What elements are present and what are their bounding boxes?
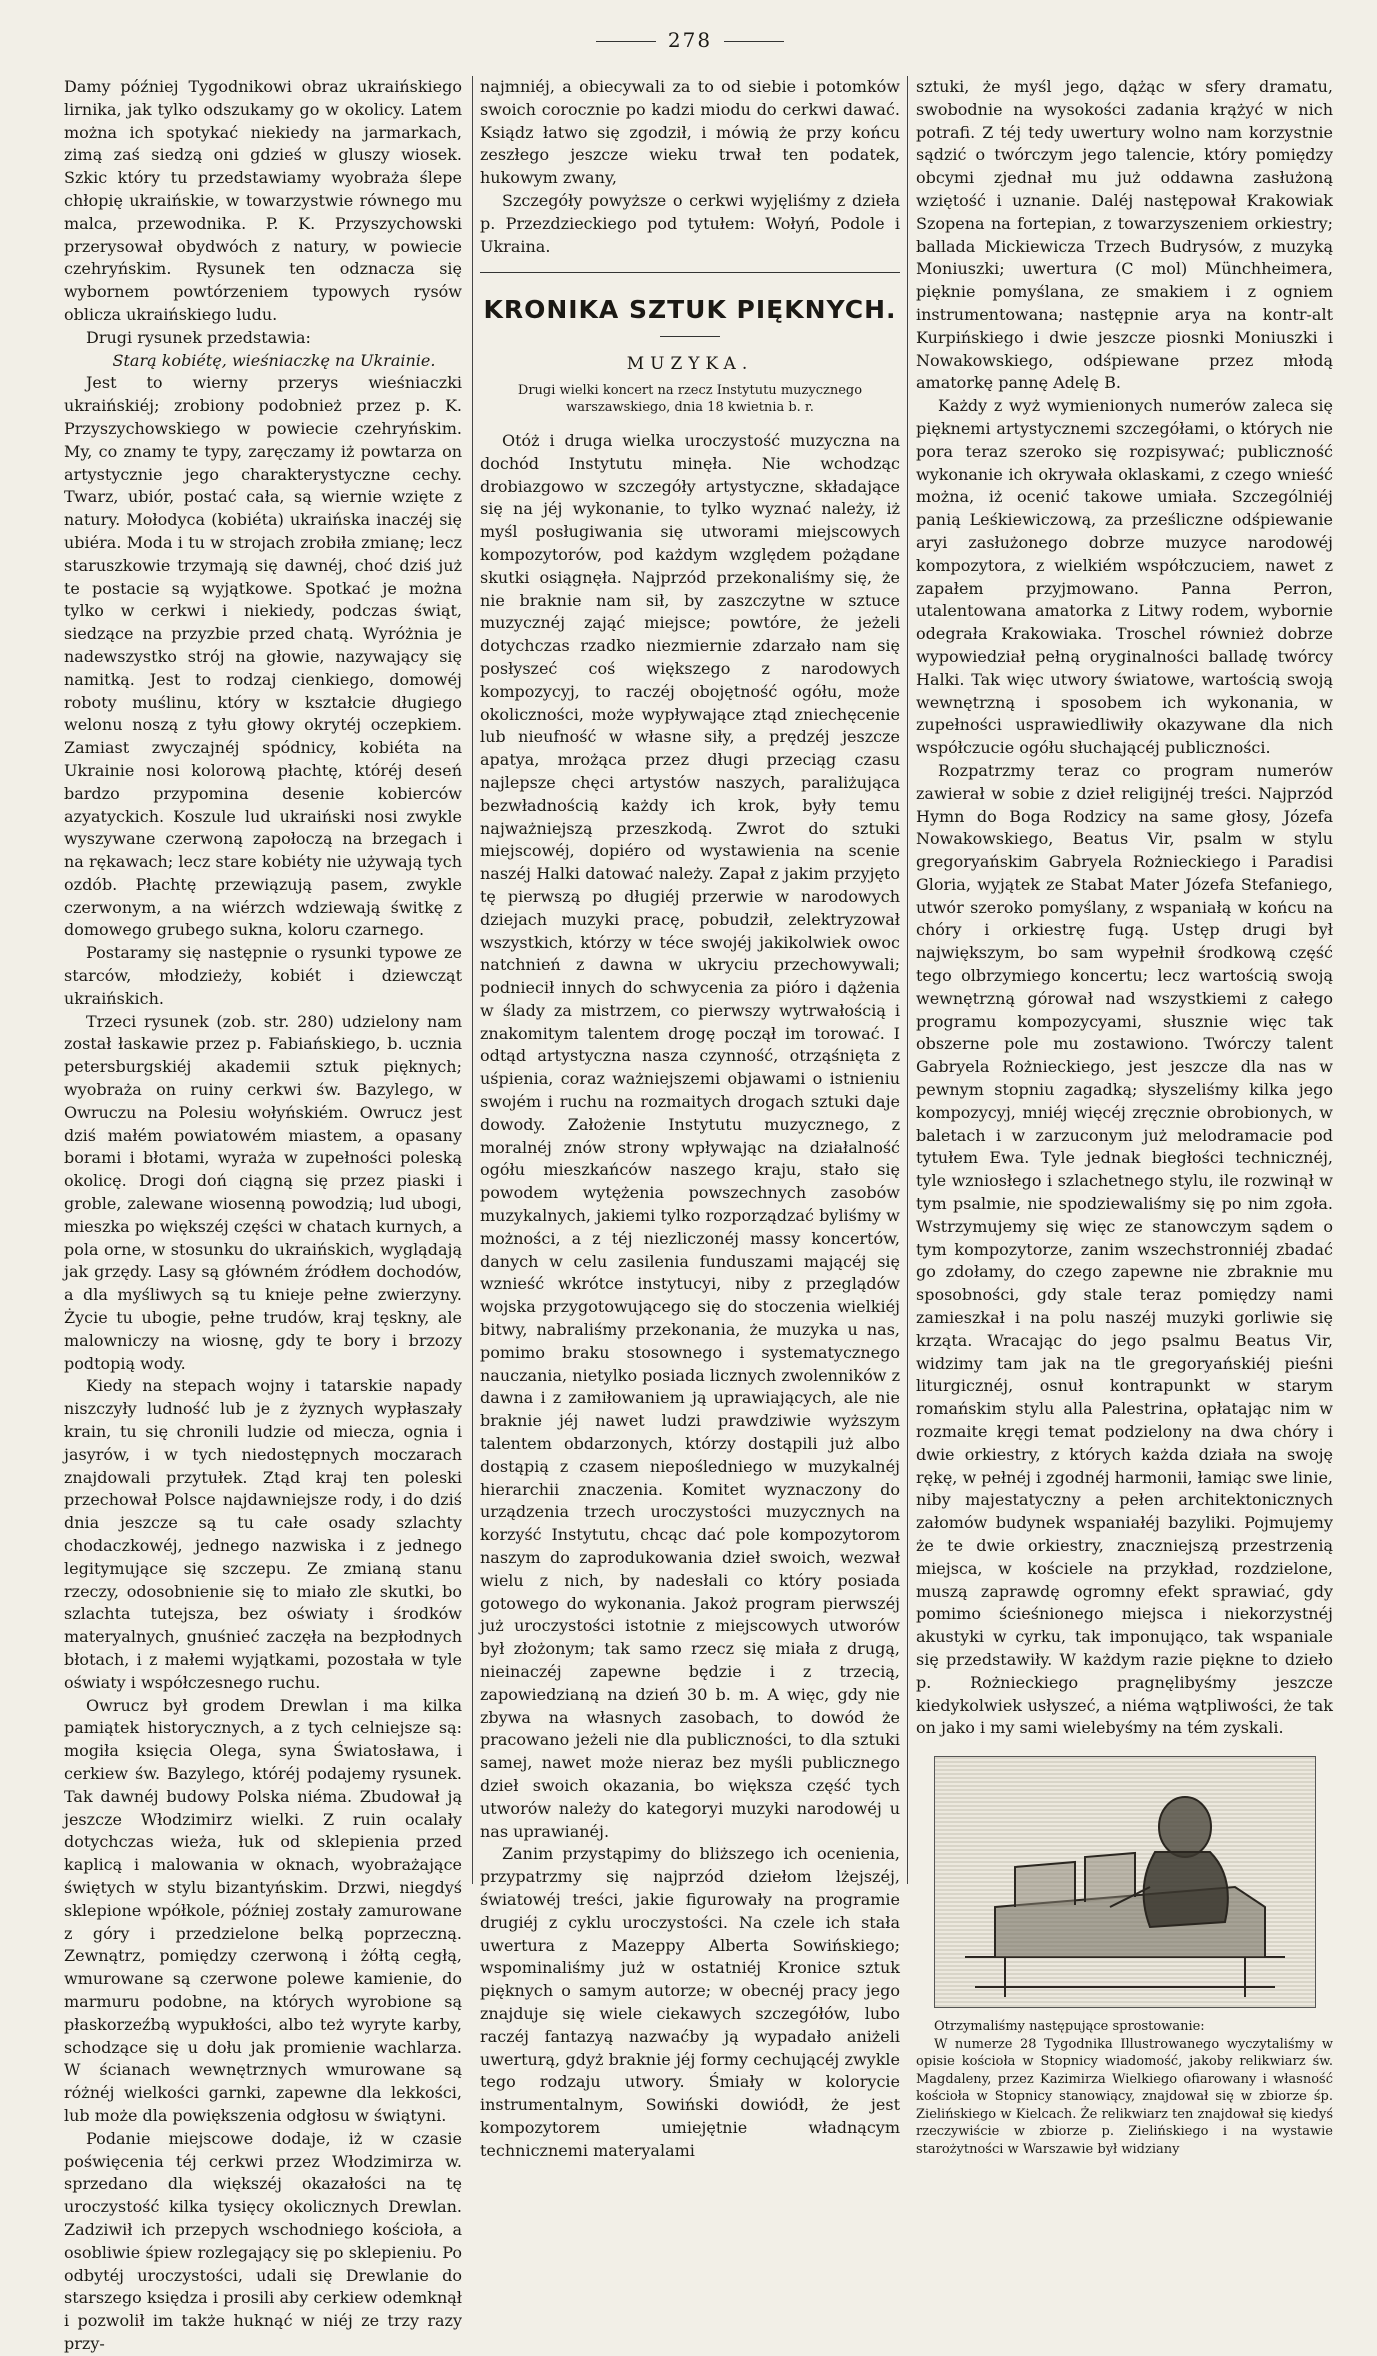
paragraph: Damy później Tygodnikowi obraz ukraińskiego lirnika, jak tylko odszukamy go w okolicy. Latem można ich spotykać niekiedy na jarmarkach, zimą zaś siedzą oni gdzieś w gluszy wiosek. Szkic który tu przedstawiamy wyobraża ślepe chłopię ukraińskie, w towarzystwie równego mu malca, przewodnika. P. K. Przyszychowski przerysował obydwóch z natury, w powiecie czehryńskim. Rysunek ten odznacza się wybornem powtórzeniem typowych rysów oblicza ukraińskiego ludu. xyxy=(64,77,462,324)
paragraph: Postaramy się następnie o rysunki typowe ze starców, młodzieży, kobiét i dziewcząt ukraińskich. xyxy=(64,943,462,1008)
paragraph: W numerze 28 Tygodnika Illustrowanego wyczytaliśmy w opisie kościoła w Stopnicy wiadomość, jakoby relikwiarz św. Magdaleny, przez Kazimirza Wielkiego ofiarowany i własność kościoła w Stopnicy stanowiący, znajdował się w zbiorze śp. Zielińskiego w Kielcach. Że relikwiarz ten znajdował się kiedyś rzeczywiście w zbiorze p. Zielińskiego i na wystawie starożytności w Warszawie był widziany xyxy=(916,2036,1333,2157)
column-rule xyxy=(472,76,473,1884)
paragraph: najmniéj, a obiecywali za to od siebie i potomków swoich corocznie po kadzi miodu do cerkwi dawać. Ksiądz łatwo się zgodził, i mówią że przy końcu zeszłego jeszcze wieku trwał ten podatek, hukowym zwany, xyxy=(480,77,900,188)
paragraph: Szczegóły powyższe o cerkwi wyjęliśmy z dzieła p. Przezdzieckiego pod tytułem: Wołyń, Podole i Ukraina. xyxy=(480,190,900,256)
paragraph: Podanie miejscowe dodaje, iż w czasie poświęcenia téj cerkwi przez Włodzimirza w. sprzedano dla większéj okazałości na tę uroczystość kilka tysięcy okolicznych Drewlan. Zadziwił ich przepych wschodniego kościoła, a osobliwie śpiew rozlegający się po sklepieniu. Po odbytéj uroczystości, udali się Drewlanie do starszego księdza i prosili aby cerkiew odemknął i pozwolił im także huknąć w niéj ze trzy razy przy- xyxy=(64,2128,462,2353)
column-2 xyxy=(480,76,900,2160)
engraving-illustration xyxy=(934,1756,1316,2008)
paragraph: Owrucz był grodem Drewlan i ma kilka pamiątek historycznych, a z tych celniejsze są: mogiła księcia Olega, syna Światosława, i cerkiew św. Bazylego, któréj podajemy rysunek. Tak dawnéj budowy Polska niéma. Zbudował ją jeszcze Włodzimirz wielki. Z ruin ocalały dotychczas wieża, łuk od sklepienia przed kaplicą i malowania w oknach, wyobrażające świętych w stylu bizantyńskim. Drzwi, niegdyś sklepione wpółkole, później zostały zamurowane z góry i przedzielone belką poprzeczną. Zewnątrz, pomiędzy czerwoną i żółtą cegłą, wmurowane są czerwone polewe kamienie, do marmuru podobne, na których wyrobione są płaskorzeźbą wypukłości, albo też wyryte karby, schodzące się u dołu jak promienie wachlarza. W ścianach wewnętrznych wmurowane są różnéj wielkości garnki, zapewne dla lekkości, lub może dla powiększenia odgłosu w świątyni. xyxy=(64,1695,462,2125)
paragraph: Otóż i druga wielka uroczystość muzyczna na dochód Instytutu minęła. Nie wchodząc drobiazgowo w szczegóły artystyczne, składające się na jéj wykonanie, to tylko wyznać należy, iż myśl posługiwania się utworami miejscowych kompozytorów, pod każdym względem pożądane skutki osiągnęła. Najprzód przekonaliśmy się, że nie braknie nam sił, by zaszczytne w sztuce muzycznéj zająć miejsce; powtóre, że jeżeli dotychczas rzadko niezmiernie zdarzało nam się posłyszeć coś większego z narodowych kompozycyj, to raczéj obojętność ogółu, może okoliczności, może wypływające ztąd zniechęcenie lub nieufność w własne siły, a prędzéj jeszcze apatya, mrożąca przez długi przeciąg czasu najlepsze chęci artystów naszych, paraliżująca bezwładnością każdy ich krok, były temu najważniejszą przeszkodą. Zwrot do sztuki miejscowéj, dopiéro od wystawienia na scenie naszéj Halki datować należy. Zapał z jakim przyjęto tę pierwszą po długiéj przerwie w narodowych dziejach muzyki pracę, pobudził, zelektryzował wszystkich, którzy w téce swojéj jakikolwiek owoc natchnień z dawna w ukryciu przechowywali; podniecił innych do schwycenia za pióro i dążenia w ślady za mistrzem, co pierwszy wytrwałością i znakomitym talentem drogę począł im torować. I odtąd artystyczna nasza czynność, otrząśnięta z uśpienia, coraz ważniejszemi objawami o istnieniu swojém i ruchu na rozmaitych drogach sztuki daje dowody. Założenie Instytutu muzycznego, z moralnéj znów strony wpływając na działalność ogółu mieszkańców naszego kraju, stało się powodem wytężenia powszechnych zasobów muzykalnych, jakiemi tylko rozporządzać byliśmy w możności, a z téj niezliczonéj massy koncertów, danych w celu zasilenia funduszami mającéj się wznieść wkrótce instytucyi, niby z przeglądów wojska przygotowującego się do stoczenia wielkiéj bitwy, nabraliśmy przekonania, że muzyka u nas, pomimo braku stosownego i systematycznego nauczania, nietylko posiada licznych zwolenników z dawna i z zamiłowaniem ją uprawiających, ale nie braknie jéj nawet ludzi prawdziwie wyższym talentem obdarzonych, którzy dostąpili już albo dostąpią z czasem niepośledniego w muzykalnéj hierarchii znaczenia. Komitet wyznaczony do urządzenia trzech uroczystości muzycznych na korzyść Instytutu, chcąc dać pole kompozytorom naszym do zaprodukowania dzieł swoich, wezwał wielu z nich, by nadesłali co który posiada gotowego do wykonania. Jakoż program pierwszéj już uroczystości istotnie z miejscowych utworów był złożonym; tak samo rzecz się miała z drugą, nieinaczéj zapewne będzie i z trzecią, zapowiedzianą na dzień 30 b. m. A więc, gdy nie zbywa na własnych zasobach, to dowód że pracowano jeżeli nie dla publiczności, to dla sztuki samej, nawet może nieraz bez myśli publicznego dzieł swoich okazania, bo większa część tych utworów należy do kategoryi muzyki narodowéj u nas uprawianéj. xyxy=(480,430,900,1841)
paragraph: Drugi rysunek przedstawia: xyxy=(86,327,311,347)
subsection-subtitle: Drugi wielki koncert na rzecz Instytutu muzycznego warszawskiego, dnia 18 kwietnia b. r. xyxy=(517,382,863,415)
correction-notice xyxy=(916,2018,1333,2158)
section-divider xyxy=(480,272,900,273)
paragraph: sztuki, że myśl jego, dążąc w sfery dramatu, swobodnie na wysokości zadania krążyć w nich potrafi. Z téj tedy uwertury wolno nam korzystnie sądzić o twórczym jego talencie, który pomiędzy obcymi zjednał mu już oddawna zasłużoną wziętość i uznanie. Daléj następował Krakowiak Szopena na fortepian, z towarzyszeniem orkiestry; ballada Mickiewicza Trzech Budrysów, z muzyką Moniuszki; uwertura (C mol) Münchheimera, pięknie pomyślana, ze smakiem i z ogniem instrumentowana; następnie arya na kontr-alt Kurpińskiego i dwie jeszcze piosnki Moniuszki i Nowakowskiego, odśpiewane przez młodą amatorkę pannę Adelę B. xyxy=(916,77,1333,393)
illustration-caption: Starą kobiétę, wieśniaczkę na Ukrainie. xyxy=(112,350,436,370)
paragraph: Zanim przystąpimy do bliższego ich ocenienia, przypatrzmy się najprzód dziełom lżejszéj, światowéj treści, jakie figurowały na programie drugiéj z cyklu uroczystości. Na czele ich stała uwertura z Mazeppy Alberta Sowińskiego; wspominaliśmy już w ostatniéj Kronice sztuk pięknych o samym autorze; w obecnéj pracy jego znajduje się wiele ciekawych szczegółów, lubo raczéj fantazyą nazwaćby ją wypadało aniżeli uwerturą, gdyż braknie jéj formy cechującéj zwykle tego rodzaju utwory. Śmiały w kolorycie instrumentalnym, Sowiński dowiódł, że jest kompozytorem umiejętnie władnącym technicznemi materyalami xyxy=(480,1844,900,2160)
paragraph: Otrzymaliśmy następujące sprostowanie: xyxy=(934,2019,1205,2035)
section-title: KRONIKA SZTUK PIĘKNYCH. xyxy=(483,295,897,325)
subsection-title: MUZYKA. xyxy=(626,354,754,375)
paragraph: Trzeci rysunek (zob. str. 280) udzielony nam został łaskawie przez p. Fabiańskiego, b. ucznia petersburgskiéj akademii sztuk pięknych; wyobraża on ruiny cerkwi św. Bazylego, w Owruczu na Polesiu wołyńskiém. Owrucz jest dziś małém powiatowém miastem, a opasany borami i błotami, wyraża w zupełności poleską okolicę. Drogi doń ciągną się przez piaski i groble, zalewane wiosenną powodzią; lud ubogi, mieszka po większéj części w chatach kurnych, a pola orne, w stosunku do ukraińskich, wyglądają jak grzędy. Lasy są główném źródłem dochodów, a dla myśliwych są tu knieje pełne zwierzyny. Życie tu ubogie, pełne trudów, kraj tęskny, ale malowniczy na wiosnę, gdy te bory i brzozy podtopią wody. xyxy=(64,1011,462,1373)
paragraph: Kiedy na stepach wojny i tatarskie napady niszczyły ludność lub je z żyznych wypłaszały krain, tu się chronili ludzie od miecza, ognia i jasyrów, i w tych niedostępnych moczarach znajdowali przytułek. Ztąd kraj ten poleski przechował Polsce najdawniejsze rody, i do dziś dnia jeszcze są tu całe osady szlachty chodaczkowéj, jednego nazwiska i z jednego legitymujące się szczepu. Ze zmianą stanu rzeczy, odosobnienie się to miało zle skutki, bo szlachta tutejsza, bez oświaty i środków materyalnych, gnuśnieć zaczęła na bezpłodnych błotach, i z małemi wyjątkami, pozostała w tyle oświaty i współczesnego ruchu. xyxy=(64,1376,462,1692)
title-rule xyxy=(660,336,720,337)
page-number: 278 xyxy=(560,28,820,52)
column-rule xyxy=(907,76,908,1884)
paragraph: Rozpatrzmy teraz co program numerów zawierał w sobie z dzieł religijnéj treści. Najprzód Hymn do Boga Rodzicy na same głosy, Józefa Nowakowskiego, Beatus Vir, psalm w stylu gregoryańskim Gabryela Rożnieckiego i Paradisi Gloria, wyjątek ze Stabat Mater Józefa Stefaniego, utwór szeroko pomyślany, z wspaniałą w końcu na chóry i orkiestrę fugą. Ustęp drugi był największym, bo sam wypełnił środkową część tego olbrzymiego koncertu; lecz wartością swoją wewnętrzną górował nad wszystkiemi z całego programu kompozycyami, słusznie więc tak obszerne pole mu zostawiono. Twórczy talent Gabryela Rożnieckiego, jest jeszcze dla nas w pewnym stopniu zagadką; słyszeliśmy kilka jego kompozycyj, mniéj więcéj zręcznie obrobionych, w baletach i w zarzuconym już melodramacie pod tytułem Ewa. Tyle jednak biegłości technicznéj, tyle wzniosłego i szlachetnego stylu, ile rozwinął w tym psalmie, nie spodziewaliśmy się po nim zgoła. Wstrzymujemy się więc ze stanowczym sądem o tym kompozytorze, zanim wszechstronniéj zbadać go zdołamy, do czego zapewne nie zbraknie mu sposobności, gdy stale teraz pomiędzy nami zamieszkał i na polu naszéj muzyki gorliwie się krząta. Wracając do jego psalmu Beatus Vir, widzimy tam jak na tle gregoryańskiéj pieśni liturgicznéj, osnuł kontrapunkt w starym romańskim stylu alla Palestrina, opłatając nim w rozmaite kręgi temat podzielony na dwa chóry i dwie orkiestry, z których każda działa na swoję rękę, w pełnéj i zgodnéj harmonii, łamiąc swe linie, niby majestatyczny a pełen architektonicznych załomów budynek wspaniałéj bazyliki. Pojmujemy że te dwie orkiestry, znaczniejszą przestrzenią miejsca, w kościele na przykład, rozdzielone, muszą zaprawdę ogromny efekt sprawiać, gdy pomimo ścieśnionego miejsca i niekorzystnéj akustyki w cyrku, tak imponująco, tak wspaniale się przedstawiły. W każdym razie piękne to dzieło p. Rożnieckiego pragnęlibyśmy jeszcze kiedykolwiek usłyszeć, a niéma wątpliwości, że tak on jako i my sami wielebyśmy na tém zyskali. xyxy=(916,760,1333,1738)
composer-at-desk-picture xyxy=(935,1757,1315,2007)
paragraph: Jest to wierny przerys wieśniaczki ukraińskiéj; zrobiony podobnież przez p. K. Przyszychowskiego w powiecie czehryńskim. My, co znamy te typy, zaręczamy iż powtarza on artystycznie jego charakterystyczne cechy. Twarz, ubiór, postać cała, są wiernie wzięte z natury. Mołodyca (kobiéta) ukraińska inaczéj się ubiéra. Moda i tu w strojach zrobiła zmianę; lecz staruszkowie trzymają się dawnéj, choć dziś już te postacie są wyjątkowe. Spotkać je można tylko w cerkwi i niekiedy, podczas świąt, siedzące na przyzbie przed chatą. Wyróżnia je nadewszystko strój na głowie, nazywający się namitką. Jest to rodzaj cienkiego, domowéj roboty muślinu, który w kształcie długiego welonu noszą z tyłu głowy okrytéj oczepkiem. Zamiast zwyczajnéj spódnicy, kobiéta na Ukrainie nosi kolorową płachtę, któréj deseń bardzo przypomina desenie kobierców azyatyckich. Koszule lud ukraiński nosi zwykle wyszywane czerwoną zapołoczą na brzegach i na rękawach; lecz stare kobiéty nie używają tych ozdób. Płachtę przewiązują pasem, zwykle czerwonym, a na wiérzch wdziewają świtkę z domowego grubego sukna, koloru czarnego. xyxy=(64,373,462,940)
column-3 xyxy=(916,76,1333,2157)
paragraph: Każdy z wyż wymienionych numerów zaleca się pięknemi artystycznemi szczegółami, o których nie pora teraz szeroko się rozpisywać; publiczność wykonanie ich okrywała oklaskami, z czego wnieść można, iż ocenić takowe umiała. Szczególniéj panią Leśkiewiczową, za prześliczne odśpiewanie aryi zasłużonego dobrze muzyce narodowéj kompozytora, z wielkiém współczuciem, nawet z zapałem przyjmowano. Panna Perron, utalentowana amatorka z Litwy rodem, wybornie odegrała Krakowiaka. Troschel również dobrze wypowiedział pełną oryginalności balladę twórcy Halki. Tak więc utwory światowe, wartością swoją wewnętrzną i sposobem ich wykonania, w zupełności usprawiedliwiły okazywane dla nich współczucie ogółu słuchającéj publiczności. xyxy=(916,396,1333,758)
column-1 xyxy=(64,76,462,2353)
